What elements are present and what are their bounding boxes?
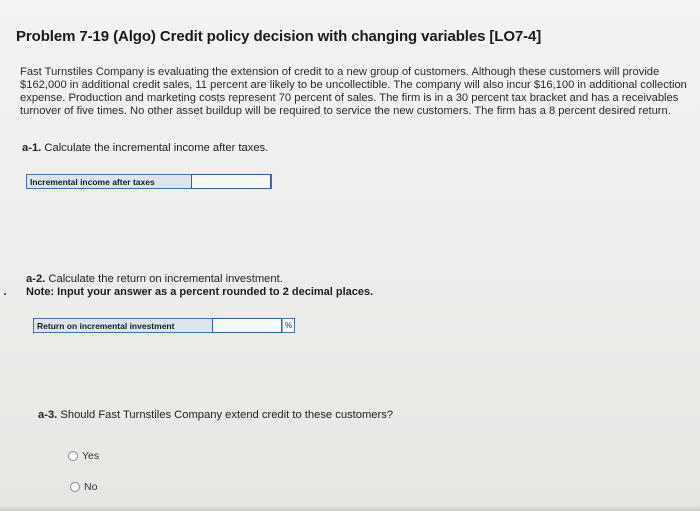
incremental-income-input[interactable]	[191, 174, 271, 189]
return-on-investment-label: Return on incremental investment	[37, 321, 175, 331]
radio-yes-circle[interactable]	[68, 451, 78, 461]
question-a1-text: Calculate the incremental income after taxes.	[44, 142, 269, 154]
return-on-investment-input[interactable]	[212, 318, 282, 333]
radio-yes-label: Yes	[82, 450, 100, 462]
question-a2	[26, 273, 283, 285]
question-a3	[38, 409, 393, 421]
radio-no-circle[interactable]	[70, 482, 80, 492]
radio-option-yes[interactable]	[68, 450, 99, 462]
question-a2-note: Note: Input your answer as a percent rounded to 2 decimal places.	[26, 286, 374, 298]
question-a3-number: a-3.	[38, 409, 58, 421]
question-a3-text: Should Fast Turnstiles Company extend credit to these customers?	[60, 409, 394, 421]
margin-mark	[4, 293, 6, 295]
answer-row-return-on-investment	[33, 318, 295, 333]
question-a1	[22, 142, 268, 154]
incremental-income-label: Incremental income after taxes	[30, 177, 155, 187]
problem-intro-text: Fast Turnstiles Company is evaluating the extension of credit to a new group of customers. Although these customers will provide $162,000 in additional credit sales, 11 percent are likely to be uncollectible. The company will also incur $16,100 in additional collection expense. Production and marketing costs represent 70 percent of sales. The firm is in a 30 percent tax bracket and has a receivables turnover of five times. No other asset buildup will be required to service the new customers. The firm has a 8 percent desired return.	[20, 66, 687, 117]
bottom-shadow	[0, 505, 700, 511]
answer-row-incremental-income	[26, 174, 272, 189]
radio-option-no[interactable]	[70, 481, 97, 493]
percent-unit-label: %	[282, 319, 294, 332]
question-a2-number: a-2.	[26, 273, 46, 285]
radio-no-label: No	[84, 481, 98, 493]
question-a1-number: a-1.	[22, 142, 42, 154]
problem-title: Problem 7-19 (Algo) Credit policy decision with changing variables [LO7-4]	[16, 28, 542, 45]
question-a2-text: Calculate the return on incremental investment.	[48, 273, 283, 285]
